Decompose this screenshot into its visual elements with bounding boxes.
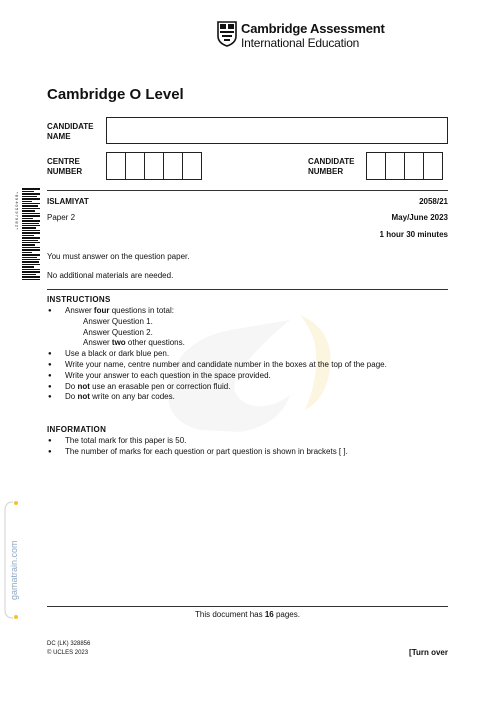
answer-note: You must answer on the question paper. (47, 252, 190, 261)
centre-number-boxes (106, 152, 202, 180)
instruction-subitem: Answer two other questions. (83, 338, 185, 348)
centre-number-digit-box[interactable] (182, 152, 202, 180)
candidate-number-digit-box[interactable] (385, 152, 405, 180)
information-heading: INFORMATION (47, 425, 107, 434)
centre-number-digit-box[interactable] (144, 152, 164, 180)
instruction-item: ● Do not write on any bar codes. (47, 392, 387, 403)
centre-number-digit-box[interactable] (125, 152, 145, 180)
candidate-number-digit-box[interactable] (423, 152, 443, 180)
barcode-caption: * 8 9 4 0 5 9 7 9 8 2 * (14, 192, 20, 230)
exam-session: May/June 2023 (391, 213, 448, 222)
information-item: ● The total mark for this paper is 50. (47, 436, 348, 447)
syllabus-code: 2058/21 (419, 197, 448, 206)
instruction-item: ● Write your answer to each question in the space provided. (47, 371, 387, 382)
divider (47, 606, 448, 607)
org-name-line1: Cambridge Assessment (241, 21, 385, 36)
candidate-number-label: CANDIDATE NUMBER (308, 157, 355, 176)
instructions-heading: INSTRUCTIONS (47, 295, 111, 304)
centre-number-label: CENTRE NUMBER (47, 157, 83, 176)
org-name-line2: International Education (241, 36, 360, 50)
gamatrain-watermark (1, 498, 23, 622)
document-code: DC (LK) 328856 (47, 641, 91, 647)
candidate-name-label: CANDIDATE NAME (47, 122, 94, 141)
materials-note: No additional materials are needed. (47, 271, 174, 280)
subject-name: ISLAMIYAT (47, 197, 89, 206)
qualification-title: Cambridge O Level (47, 86, 184, 103)
copyright: © UCLES 2023 (47, 650, 89, 656)
instruction-subitem: Answer Question 1. (83, 316, 153, 326)
candidate-number-digit-box[interactable] (404, 152, 424, 180)
divider (47, 190, 448, 191)
exam-duration: 1 hour 30 minutes (379, 230, 448, 239)
cambridge-logo (217, 21, 385, 51)
information-list (47, 436, 348, 458)
page-count-note: This document has 16 pages. (195, 610, 300, 619)
instruction-item: ● Do not use an erasable pen or correction fluid. (47, 382, 387, 393)
gamatrain-text: gamatrain.com (9, 540, 19, 600)
instruction-item: ● Use a black or dark blue pen. (47, 349, 387, 360)
cambridge-shield-icon (217, 21, 237, 47)
centre-number-digit-box[interactable] (163, 152, 183, 180)
centre-number-digit-box[interactable] (106, 152, 126, 180)
divider (47, 289, 448, 290)
instructions-list (47, 306, 387, 403)
barcode-image (14, 187, 40, 281)
instruction-item: ● Write your name, centre number and candidate number in the boxes at the top of the page. (47, 360, 387, 371)
instruction-item: ● Answer four questions in total: (47, 306, 387, 317)
paper-number: Paper 2 (47, 213, 76, 222)
information-item: ● The number of marks for each question or part question is shown in brackets [ ]. (47, 447, 348, 458)
instruction-subitem: Answer Question 2. (83, 327, 153, 337)
candidate-number-digit-box[interactable] (366, 152, 386, 180)
candidate-name-field[interactable] (106, 117, 448, 144)
candidate-number-boxes (366, 152, 443, 180)
turn-over-note: [Turn over (409, 648, 448, 657)
